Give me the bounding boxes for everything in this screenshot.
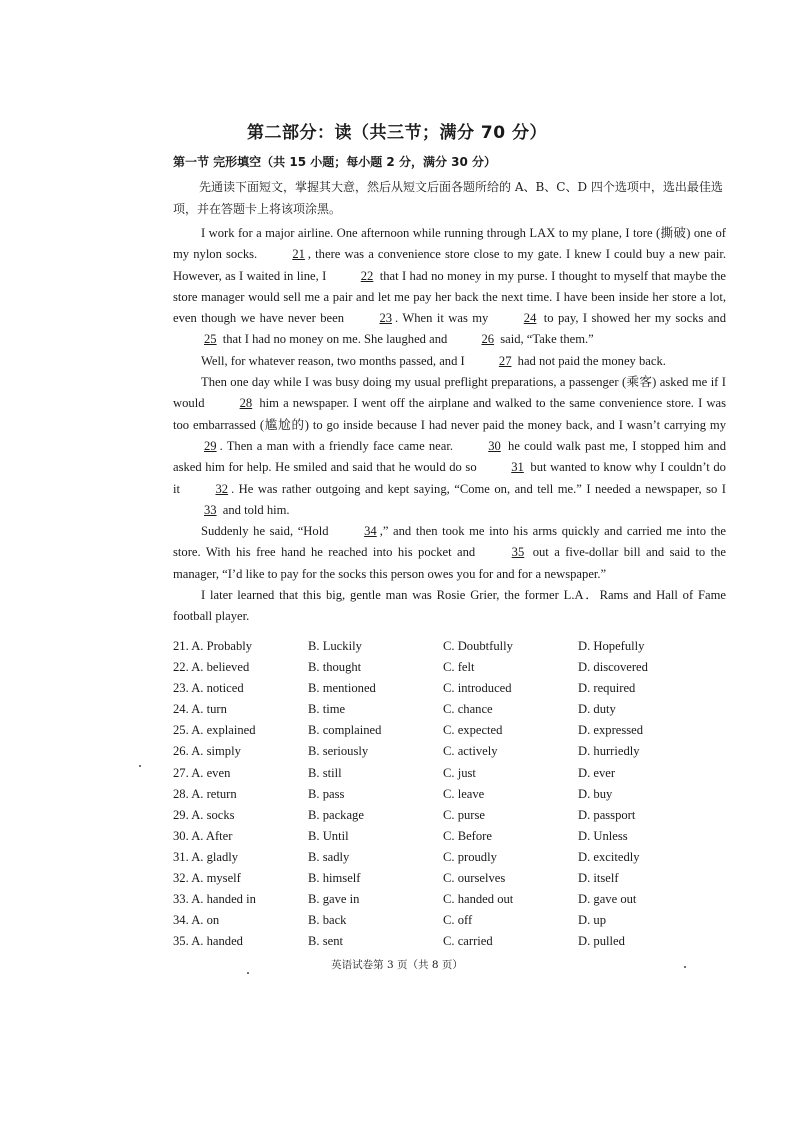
option-a: 22. A. believed — [173, 660, 250, 675]
option-c: C. Doubtfully — [443, 639, 513, 653]
option-a: 24. A. turn — [173, 702, 227, 717]
passage-paragraph — [173, 351, 726, 372]
option-a: 21. A. Probably — [173, 639, 253, 653]
option-c: C. off — [443, 913, 473, 928]
passage-text: said, “Take them.” — [500, 332, 594, 347]
blank-33: 33 — [204, 502, 217, 517]
passage-text: I work for a major airline. One afternoon while running through LAX to my plane, I tore (撕破) one of my nylon socks. — [173, 226, 726, 262]
passage-text: Well, for whatever reason, two months passed, and I — [201, 353, 465, 368]
question-row — [173, 763, 733, 784]
passage-paragraph — [173, 521, 726, 585]
option-d: D. excitedly — [578, 849, 640, 864]
option-b: B. gave in — [308, 892, 360, 907]
question-row — [173, 910, 733, 931]
option-c: C. just — [443, 765, 476, 780]
blank-24: 24 — [523, 311, 537, 326]
instructions: 先通读下面短文，掌握其大意，然后从短文后面各题所给的 A、B、C、D 四个选项中，选出最佳选项，并在答题卡上将该项涂黑。 — [173, 180, 723, 216]
option-b: B. mentioned — [308, 681, 376, 696]
answer-options — [173, 636, 733, 952]
option-b: B. time — [308, 702, 346, 717]
question-row — [173, 847, 733, 868]
option-b: B. sadly — [308, 849, 350, 864]
scan-speck — [139, 765, 141, 767]
option-c: C. actively — [443, 744, 498, 759]
question-row — [173, 868, 733, 889]
passage-text: had not paid the money back. — [517, 353, 666, 368]
question-row — [173, 699, 733, 720]
blank-26: 26 — [481, 332, 495, 347]
question-row — [173, 657, 733, 678]
option-b: B. still — [308, 765, 342, 780]
blank-27: 27 — [498, 353, 512, 368]
blank-21: 21 — [292, 247, 305, 262]
scan-speck — [684, 966, 686, 968]
option-d: D. itself — [578, 871, 619, 886]
option-d: D. Unless — [578, 828, 628, 843]
option-b: B. himself — [308, 871, 361, 886]
option-d: D. required — [578, 681, 636, 696]
blank-25: 25 — [204, 332, 217, 347]
option-c: C. expected — [443, 723, 503, 738]
option-a: 35. A. handed — [173, 934, 243, 949]
option-b: B. package — [308, 807, 364, 822]
blank-31: 31 — [511, 460, 524, 475]
option-d: D. gave out — [578, 892, 637, 907]
passage-paragraph — [173, 585, 726, 628]
option-b: B. back — [308, 913, 347, 928]
option-a: 32. A. myself — [173, 871, 241, 886]
option-b: B. sent — [308, 934, 343, 949]
option-b: B. complained — [308, 723, 382, 738]
question-row — [173, 720, 733, 741]
option-a: 23. A. noticed — [173, 681, 244, 696]
question-row — [173, 931, 733, 952]
question-row — [173, 805, 733, 826]
blank-28: 28 — [239, 396, 253, 411]
passage-paragraph — [173, 372, 726, 521]
passage-text: he could walk past me, I stopped him and asked him for help. He smiled and said that he would do so — [173, 438, 727, 475]
option-a: 29. A. socks — [173, 807, 235, 822]
question-row — [173, 678, 733, 699]
option-b: B. Until — [308, 828, 349, 843]
option-c: C. handed out — [443, 892, 514, 907]
option-d: D. passport — [578, 807, 636, 822]
option-a: 27. A. even — [173, 765, 231, 780]
option-c: C. ourselves — [443, 871, 506, 886]
option-d: D. Hopefully — [578, 639, 645, 653]
page-title: 第二部分：读（共三节；满分 70 分） — [247, 123, 547, 143]
option-b: B. Luckily — [308, 639, 362, 653]
blank-29: 29 — [204, 438, 217, 453]
option-a: 28. A. return — [173, 786, 237, 801]
option-c: C. proudly — [443, 849, 497, 864]
passage-text: I later learned that this big, gentle man was Rosie Grier, the former L.A．Rams and Hall of Fame football player. — [173, 588, 726, 624]
passage-text: and told him. — [222, 502, 290, 517]
option-c: C. chance — [443, 702, 493, 717]
option-b: B. thought — [308, 660, 362, 675]
passage-text: . He was rather outgoing and kept saying, “Come on, and tell me.” I needed a newspaper, so I — [231, 481, 726, 496]
question-row — [173, 889, 733, 910]
option-c: C. felt — [443, 660, 475, 675]
scan-speck — [247, 972, 249, 974]
passage-text: him a newspaper. I went off the airplane and walked to the same convenience store. I was too embarrassed (尴尬的) to go inside because I had never paid the money back, and I wasn’t carrying my — [173, 396, 726, 432]
option-b: B. seriously — [308, 744, 369, 759]
option-c: C. purse — [443, 807, 485, 822]
option-d: D. up — [578, 913, 606, 928]
option-a: 30. A. After — [173, 828, 233, 843]
passage-text: Then one day while I was busy doing my usual preflight preparations, a passenger (乘客) asked me if I would — [173, 375, 726, 411]
passage-text: to pay, I showed her my socks and — [543, 311, 726, 326]
passage-text: out a five-dollar bill and said to the manager, “I’d like to pay for the socks this person owes you for and for a newspaper.” — [173, 545, 726, 581]
option-b: B. pass — [308, 786, 345, 801]
question-row — [173, 826, 733, 847]
question-row — [173, 636, 733, 657]
option-a: 34. A. on — [173, 913, 220, 928]
page-footer: 英语试卷第 3 页（共 8 页） — [331, 959, 463, 971]
blank-22: 22 — [360, 268, 374, 283]
passage-paragraph — [173, 223, 726, 351]
blank-32: 32 — [215, 481, 229, 496]
option-d: D. duty — [578, 702, 616, 717]
passage-text: but wanted to know why I couldn’t do it — [173, 460, 726, 496]
option-d: D. buy — [578, 786, 613, 801]
passage-text: , there was a convenience store close to my gate. I knew I could buy a new pair. However, as I waited in line, I — [173, 247, 726, 283]
option-d: D. pulled — [578, 934, 625, 949]
option-a: 33. A. handed in — [173, 892, 256, 907]
passage-text: Suddenly he said, “Hold — [201, 524, 329, 539]
question-row — [173, 741, 733, 762]
option-a: 26. A. simply — [173, 744, 241, 759]
passage-text: that I had no money in my purse. I thought to myself that maybe the store manager would sell me a pair and let me pay her back the next time. I have been inside her store a lot, even though we have never been — [173, 268, 727, 326]
blank-35: 35 — [511, 545, 525, 560]
option-c: C. Before — [443, 828, 492, 843]
passage-text: . Then a man with a friendly face came near. — [219, 438, 454, 453]
blank-23: 23 — [379, 311, 393, 326]
option-c: C. carried — [443, 934, 493, 949]
passage-text: ,” and then took me into his arms quickly and carried me into the store. With his free hand he reached into his pocket and — [173, 524, 726, 560]
option-d: D. ever — [578, 765, 616, 780]
blank-34: 34 — [364, 524, 377, 539]
option-d: D. expressed — [578, 723, 644, 738]
passage-text: . When it was my — [395, 311, 489, 326]
option-c: C. introduced — [443, 681, 512, 696]
option-d: D. hurriedly — [578, 744, 640, 759]
option-d: D. discovered — [578, 660, 648, 675]
question-row — [173, 784, 733, 805]
blank-30: 30 — [488, 438, 501, 453]
passage — [173, 223, 726, 628]
section-heading: 第一节 完形填空（共 15 小题；每小题 2 分，满分 30 分） — [173, 155, 496, 169]
passage-text: that I had no money on me. She laughed and — [222, 332, 448, 347]
option-a: 25. A. explained — [173, 723, 256, 738]
option-c: C. leave — [443, 786, 485, 801]
option-a: 31. A. gladly — [173, 849, 239, 864]
